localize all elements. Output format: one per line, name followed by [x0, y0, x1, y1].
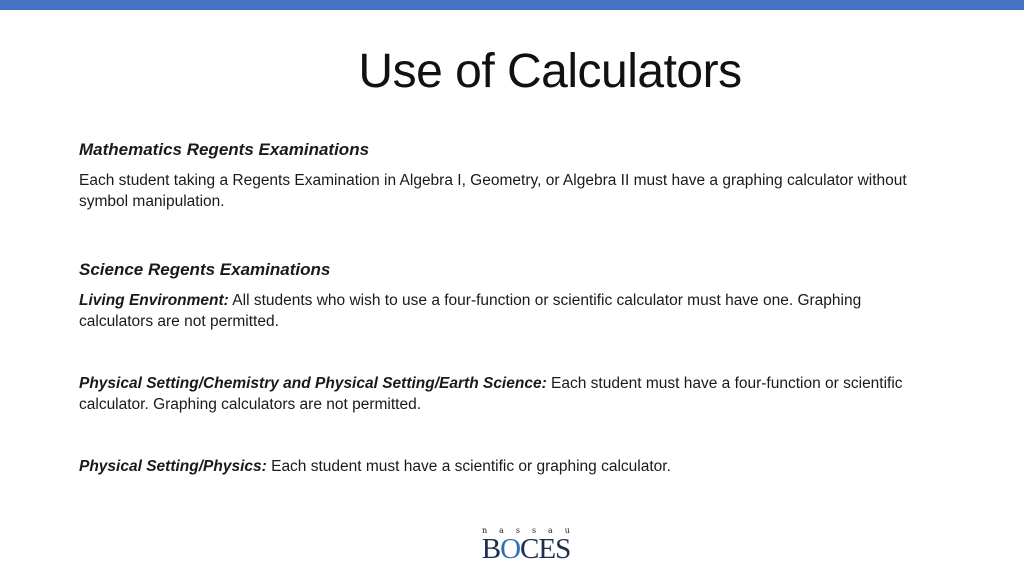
living-environment-label: Living Environment: — [79, 292, 229, 309]
living-environment-text: All students who wish to use a four-function or scientific calculator must have one. Graphing calculators are not permitted. — [79, 292, 862, 330]
chemistry-earth-science-text: Each student must have a four-function or scientific calculator. Graphing calculators are not permitted. — [79, 375, 903, 413]
logo-letter: n — [482, 526, 488, 535]
physics-text: Each student must have a scientific or graphing calculator. — [266, 458, 671, 475]
logo-letter: s — [515, 526, 520, 535]
living-environment-paragraph — [79, 290, 939, 332]
logo-prefix: B — [481, 533, 501, 565]
logo-letter: s — [531, 526, 537, 535]
logo-letter: a — [499, 526, 504, 535]
slide-title: Use of Calculators — [358, 45, 742, 98]
logo-boces-wordmark — [478, 534, 574, 564]
math-section-heading: Mathematics Regents Examinations — [79, 140, 370, 159]
science-section-heading: Science Regents Examinations — [79, 260, 331, 279]
physics-paragraph — [79, 456, 939, 477]
slide-content — [79, 138, 939, 477]
logo-letter: a — [548, 526, 553, 535]
math-section-body: Each student taking a Regents Examination in Algebra I, Geometry, or Algebra II must have a graphing calculator without symbol manipulation. — [79, 172, 907, 210]
top-accent-bar — [0, 0, 1024, 10]
nassau-boces-logo — [478, 526, 574, 564]
logo-letter: u — [564, 526, 570, 535]
chemistry-earth-science-label: Physical Setting/Chemistry and Physical Setting/Earth Science: — [79, 375, 547, 392]
logo-suffix: CES — [520, 533, 571, 565]
physics-label: Physical Setting/Physics: — [79, 458, 267, 475]
logo-accent-letter: O — [500, 533, 521, 565]
chemistry-earth-science-paragraph — [79, 373, 939, 415]
